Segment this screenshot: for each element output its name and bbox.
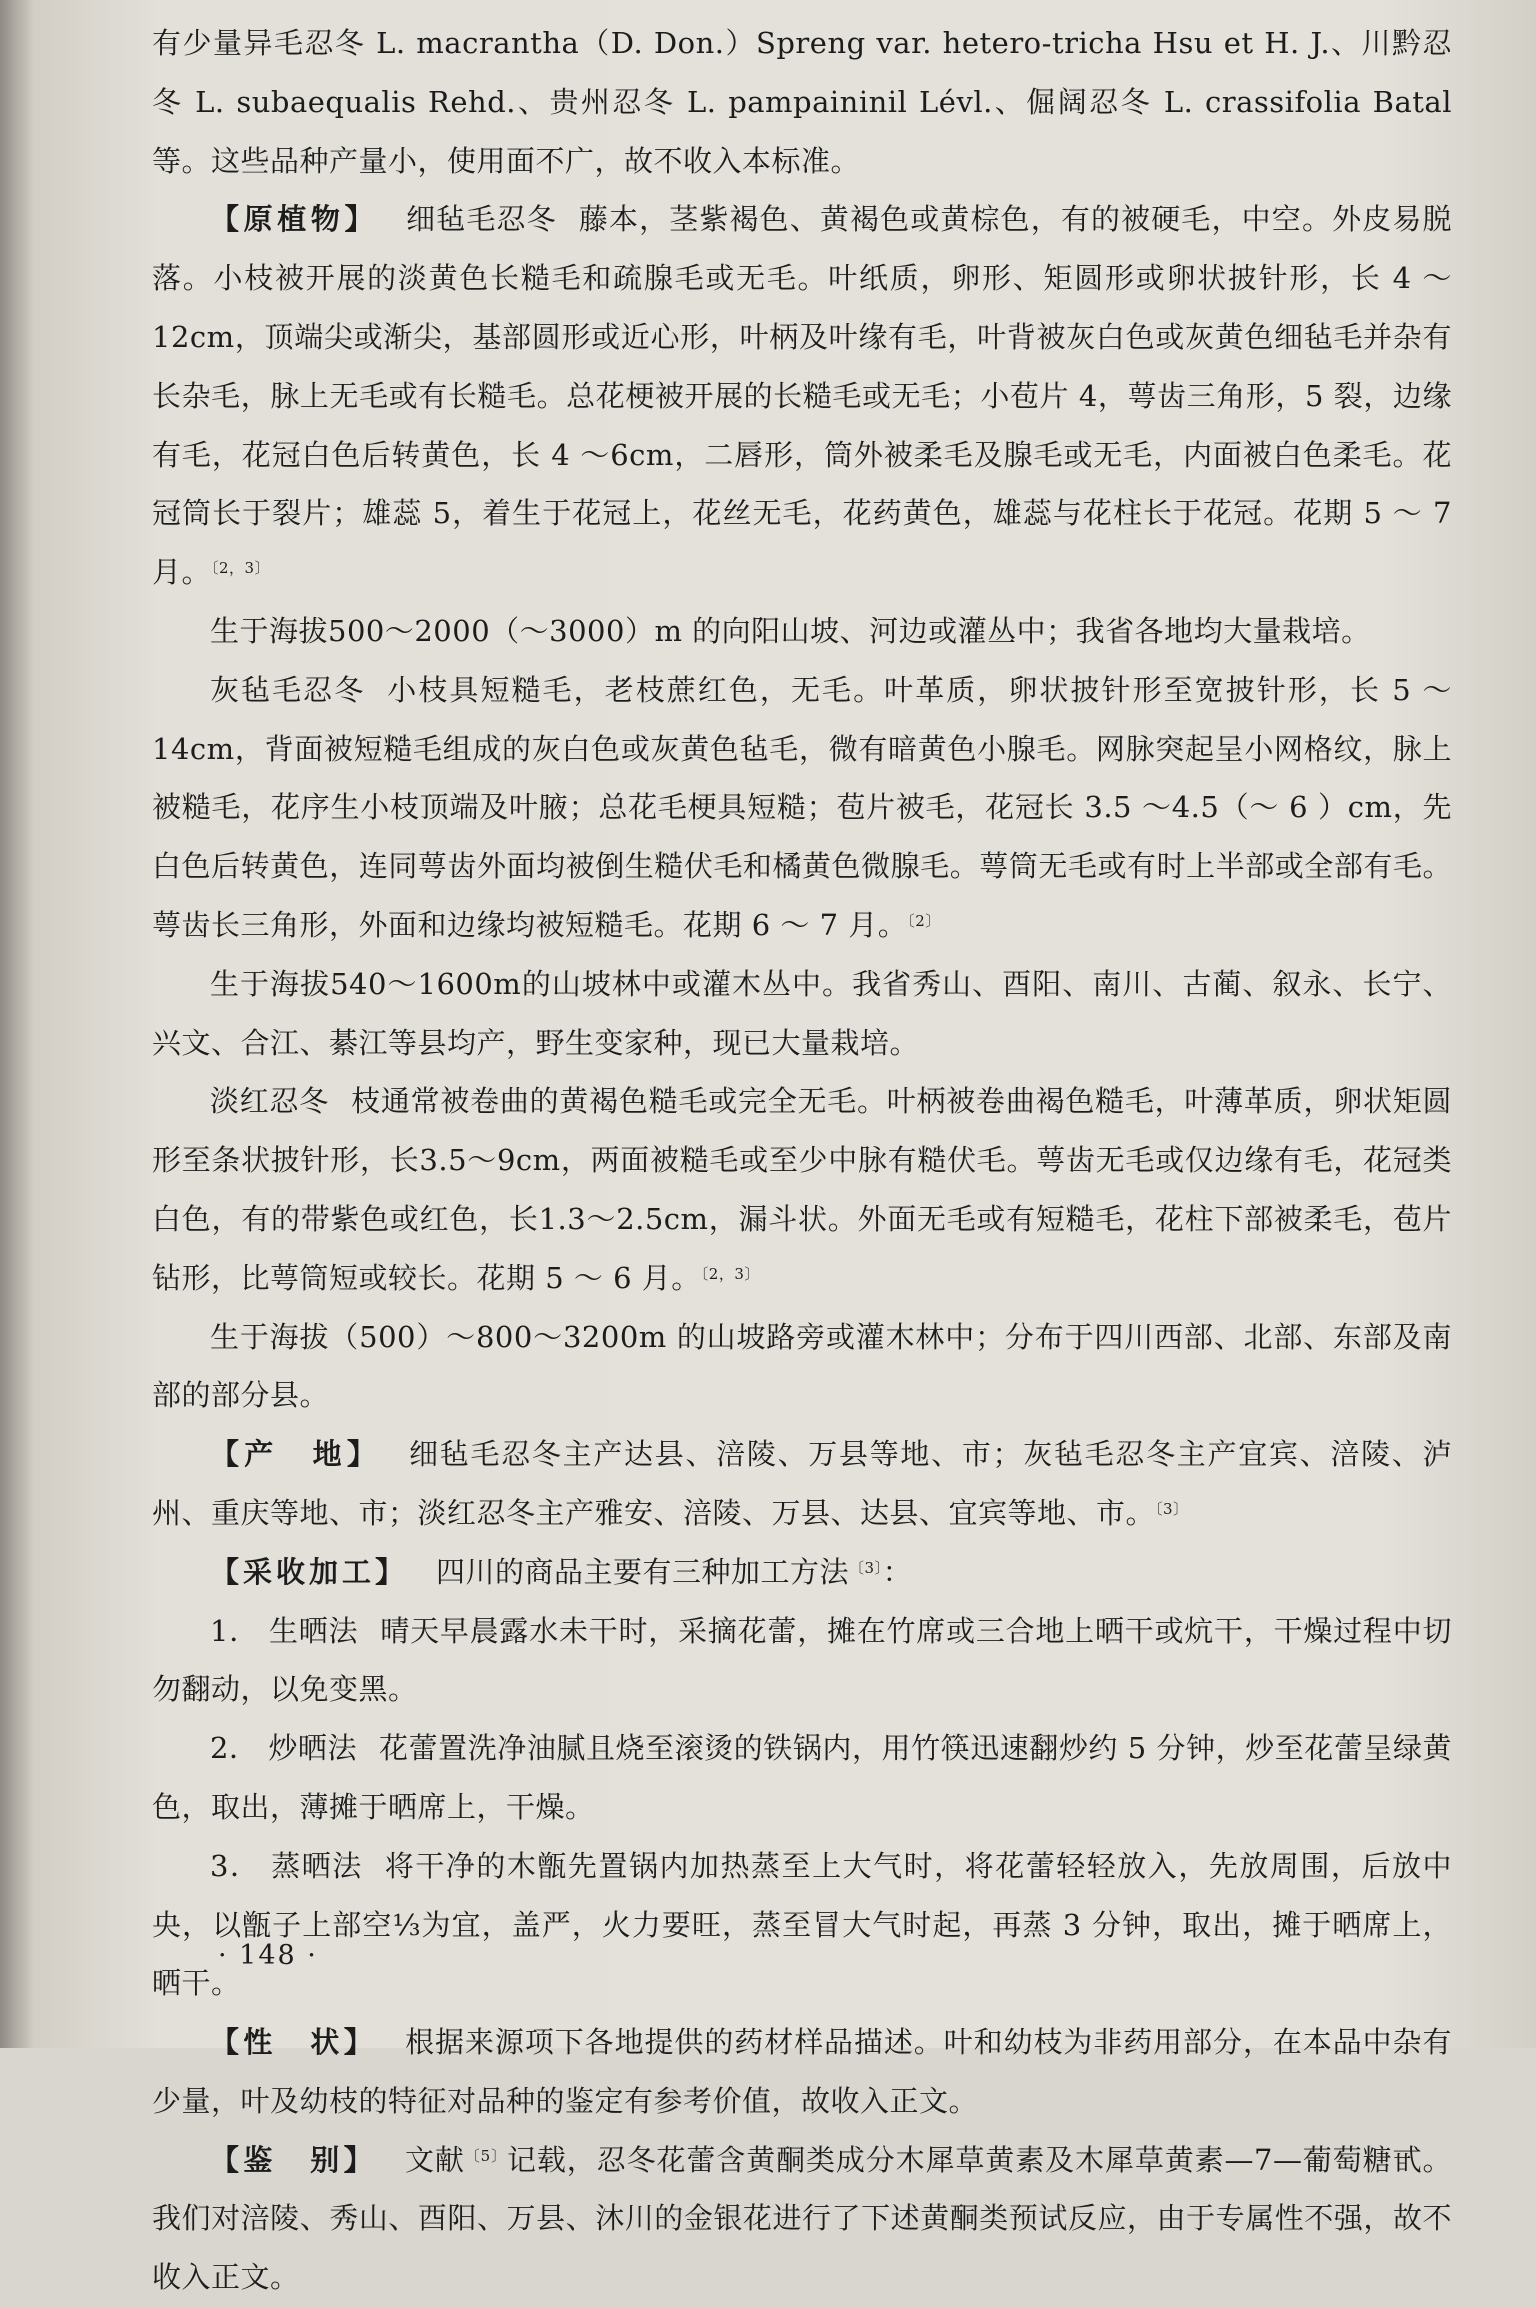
properties-text: 根据来源项下各地提供的药材样品描述。叶和幼枝为非药用部分，在本品中杂有少量，叶及幼枝的特征对品种的鉴定有参考价值，故收入正文。 [152,2025,1452,2118]
intro-text: 有少量异毛忍冬 L. macrantha（D. Don.）Spreng var. hetero-tricha Hsu et H. J.、川黔忍冬 L. subaequalis Rehd.、贵州忍冬 L. pampaininil Lévl.、倔阔忍冬 L. crassifolia Batal 等。这些品种产量小，使用面不广，故不收入本标准。 [152,26,1452,178]
method-name: 2． 炒晒法 [210,1731,358,1766]
species-name: 淡红忍冬 [210,1084,330,1119]
page-body [152,14,1452,2307]
reference-mark: 〔2，3〕 [700,1264,760,1283]
section-properties [152,2013,1452,2131]
section-heading-properties: 【性 状】 [210,2025,378,2060]
reference-mark: 〔2〕 [907,911,941,930]
processing-intro-end: ： [882,1554,913,1589]
origin-text: 细毡毛忍冬主产达县、涪陵、万县等地、市；灰毡毛忍冬主产宜宾、涪陵、泸州、重庆等地、市；淡红忍冬主产雅安、涪陵、万县、达县、宜宾等地、市。 [152,1437,1452,1530]
reference-mark: 〔2，3〕 [211,559,271,578]
identification-pre: 文献 [404,2142,465,2177]
method-name: 1． 生晒法 [210,1613,359,1648]
reference-mark: 〔3〕 [849,1558,883,1577]
species-description: 藤本，茎紫褐色、黄褐色或黄棕色，有的被硬毛，中空。外皮易脱落。小枝被开展的淡黄色长糙毛和疏腺毛或无毛。叶纸质，卵形、矩圆形或卵状披针形，长 4 ～12cm，顶端尖或渐尖，基部圆形或近心形，叶柄及叶缘有毛，叶背被灰白色或灰黄色细毡毛并杂有长杂毛，脉上无毛或有长糙毛。总花梗被开展的长糙毛或无毛；小苞片 4，萼齿三角形，5 裂，边缘有毛，花冠白色后转黄色，长 4 ～6cm，二唇形，筒外被柔毛及腺毛或无毛，内面被白色柔毛。花冠筒长于裂片；雄蕊 5，着生于花冠上，花丝无毛，花药黄色，雄蕊与花柱长于花冠。花期 5 ～ 7 月。 [152,202,1452,590]
species-name: 细毡毛忍冬 [406,202,557,237]
habitat-paragraph [152,602,1452,661]
habitat-paragraph [152,955,1452,1073]
method-paragraph [152,1602,1452,1720]
identification-text: 记载，忍冬花蕾含黄酮类成分木犀草黄素及木犀草黄素—7—葡萄糖甙。我们对涪陵、秀山、酉阳、万县、沐川的金银花进行了下述黄酮类预试反应，由于专属性不强，故不收入正文。 [152,2142,1452,2295]
method-text: 晴天早晨露水未干时，采摘花蕾，摊在竹席或三合地上晒干或炕干，干燥过程中切勿翻动，以免变黑。 [152,1613,1452,1707]
habitat-text: 生于海拔500～2000（～3000）m 的向阳山坡、河边或灌丛中；我省各地均大量栽培。 [210,613,1371,648]
section-identification [152,2131,1452,2307]
section-heading-processing: 【采收加工】 [210,1554,409,1589]
section-origin [152,1425,1452,1543]
binding-shadow [0,0,34,2048]
section-heading-plant: 【原植物】 [210,202,379,237]
species-paragraph [152,661,1452,955]
section-plant [152,190,1452,602]
section-processing [152,1543,1452,1602]
reference-mark: 〔3〕 [1155,1499,1189,1518]
habitat-text: 生于海拔540～1600m的山坡林中或灌木丛中。我省秀山、酉阳、南川、古蔺、叙永、长宁、兴文、合江、綦江等县均产，野生变家种，现已大量栽培。 [152,966,1452,1060]
habitat-paragraph [152,1308,1452,1426]
method-name: 3． 蒸晒法 [210,1848,363,1883]
species-description: 小枝具短糙毛，老枝蔗红色，无毛。叶革质，卵状披针形至宽披针形，长 5 ～14cm，背面被短糙毛组成的灰白色或灰黄色毡毛，微有暗黄色小腺毛。网脉突起呈小网格纹，脉上被糙毛，花序生小枝顶端及叶腋；总花毛梗具短糙；苞片被毛，花冠长 3.5 ～4.5（～ 6 ）cm，先白色后转黄色，连同萼齿外面均被倒生糙伏毛和橘黄色微腺毛。萼筒无毛或有时上半部或全部有毛。萼齿长三角形，外面和边缘均被短糙毛。花期 6 ～ 7 月。 [152,672,1452,942]
intro-paragraph [152,14,1452,190]
species-description: 枝通常被卷曲的黄褐色糙毛或完全无毛。叶柄被卷曲褐色糙毛，叶薄革质，卵状矩圆形至条状披针形，长3.5～9cm，两面被糙毛或至少中脉有糙伏毛。萼齿无毛或仅边缘有毛，花冠类白色，有的带紫色或红色，长1.3～2.5cm，漏斗状。外面无毛或有短糙毛，花柱下部被柔毛，苞片钻形，比萼筒短或较长。花期 5 ～ 6 月。 [152,1084,1452,1295]
section-heading-identification: 【鉴 别】 [210,2142,377,2177]
reference-mark: 〔5〕 [464,2146,508,2165]
method-paragraph [152,1837,1452,2013]
species-paragraph [152,1072,1452,1307]
habitat-text: 生于海拔（500）～800～3200m 的山坡路旁或灌木林中；分布于四川西部、北部、东部及南部的部分县。 [152,1319,1452,1413]
method-paragraph [152,1719,1452,1837]
page-number: · 148 · [218,1940,318,1971]
section-heading-origin: 【产 地】 [210,1437,382,1472]
processing-intro: 四川的商品主要有三种加工方法 [436,1554,850,1589]
method-text: 将干净的木甑先置锅内加热蒸至上大气时，将花蕾轻轻放入，先放周围，后放中央，以甑子上部空⅓为宜，盖严，火力要旺，蒸至冒大气时起，再蒸 3 分钟，取出，摊于晒席上，晒干。 [152,1848,1452,2001]
species-name: 灰毡毛忍冬 [210,672,366,707]
method-text: 花蕾置洗净油腻且烧至滚烫的铁锅内，用竹筷迅速翻炒约 5 分钟，炒至花蕾呈绿黄色，取出，薄摊于晒席上，干燥。 [152,1731,1453,1824]
